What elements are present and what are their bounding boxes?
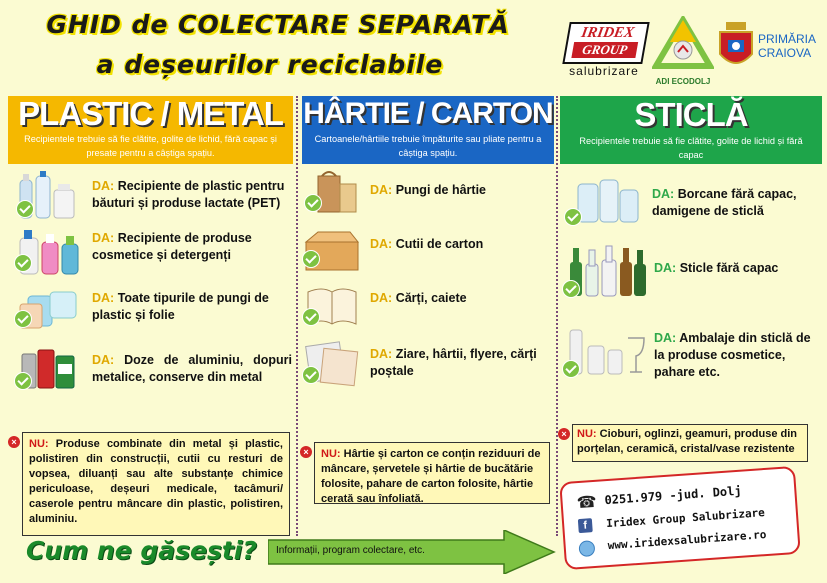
paper-item-1-da: DA: [370, 237, 393, 251]
contact-web[interactable]: www.iridexsalubrizare.ro [607, 528, 767, 553]
info-arrow-text: Informații, program colectare, etc. [276, 545, 425, 556]
glass-item-1 [654, 260, 824, 277]
plastic-item-0-text: Recipiente de plastic pentru băuturi și produse lactate (PET) [92, 179, 285, 210]
plastic-nu-text: Produse combinate din metal și plastic, polistiren din construcții, cutii cu resturi de vopsea, diluanți sau alte substanțe chimice periculoase, deșeuri medicale, tacâmuri/ caserole pentru mâncare din plastic, polistiren, aluminiu. [29, 438, 283, 525]
plastic-item-0 [92, 178, 292, 212]
paper-item-3-da: DA: [370, 347, 393, 361]
plastic-item-0-da: DA: [92, 179, 115, 193]
plastic-item-3 [92, 352, 292, 386]
glass-item-1-text: Sticle fără capac [679, 261, 779, 275]
paper-item-0 [370, 182, 550, 199]
plastic-item-1-text: Recipiente de produse cosmetice și detergenți [92, 231, 252, 262]
paper-nu-text: Hârtie și carton ce conțin reziduuri de mâncare, șervetele și hârtie de bucătărie folosite, pahare de carton folosite, hârtie cerată sau înfoliată. [321, 448, 541, 505]
paper-header [302, 96, 554, 164]
glass-nu-text: Cioburi, oglinzi, geamuri, produse din porțelan, ceramică, cristal/vase rezistente [577, 428, 798, 455]
plastic-item-2-da: DA: [92, 291, 115, 305]
paper-bag-icon [304, 170, 364, 216]
primaria-line1: PRIMĂRIA [758, 32, 817, 46]
paper-item-2-text: Cărți, caiete [395, 291, 467, 305]
column-separator [296, 96, 298, 536]
paper-item-3 [370, 346, 550, 380]
paper-nu-label: NU: [321, 448, 341, 460]
glass-item-1-da: DA: [654, 261, 677, 275]
paper-subtitle: Cartoanele/hârtiile trebuie împăturite sau pliate pentru a câștiga spațiu. [314, 134, 542, 158]
glass-item-0-da: DA: [652, 187, 675, 201]
plastic-bags-icon [14, 286, 82, 332]
info-arrow [268, 530, 556, 574]
paper-item-1 [370, 236, 550, 253]
glass-item-2 [654, 330, 824, 381]
plastic-item-3-text: Doze de aluminiu, dopuri metalice, conserve din metal [92, 353, 292, 384]
primaria-line2: CRAIOVA [758, 46, 812, 60]
cardboard-box-icon [300, 228, 364, 272]
globe-icon [578, 540, 595, 557]
adi-ecodolj-label: ADI ECODOLJ [655, 77, 711, 86]
x-icon: × [558, 428, 570, 440]
coat-of-arms-icon [718, 22, 754, 72]
plastic-item-2-text: Toate tipurile de pungi de plastic și folie [92, 291, 269, 322]
plastic-item-3-da: DA: [92, 353, 115, 367]
cans-icon [14, 346, 82, 392]
footer-cta: Cum ne găsești? [26, 536, 257, 565]
paper-item-3-text: Ziare, hârtii, flyere, cărți poștale [370, 347, 537, 378]
detergent-bottles-icon [14, 226, 82, 276]
iridex-logo-line2: GROUP [571, 42, 638, 58]
plastic-item-1-da: DA: [92, 231, 115, 245]
paper-item-2 [370, 290, 550, 307]
glass-item-0 [652, 186, 822, 220]
plastic-metal-title: PLASTIC / METAL [18, 95, 283, 132]
contact-box [559, 466, 801, 570]
glass-bottles-icon [562, 244, 650, 298]
glass-subtitle: Recipientele trebuie să fie clătite, golite de lichid și fără capac [579, 136, 803, 160]
x-icon: × [8, 436, 20, 448]
iridex-logo-line1: IRIDEX [580, 25, 636, 41]
paper-nu-box [314, 442, 550, 504]
glass-nu-box [572, 424, 808, 462]
contact-facebook[interactable]: Iridex Group Salubrizare [605, 506, 766, 531]
pet-bottles-icon [14, 170, 82, 220]
glass-title: STICLĂ [634, 96, 748, 133]
iridex-logo [560, 20, 648, 82]
phone-icon: ☎ [576, 493, 598, 513]
glass-item-2-text: Ambalaje din sticlă de la produse cosmetice, pahare etc. [654, 331, 811, 379]
paper-item-1-text: Cutii de carton [395, 237, 484, 251]
paper-title: HÂRTIE / CARTON [303, 97, 553, 130]
glass-header [560, 96, 822, 164]
adi-ecodolj-logo [652, 16, 714, 86]
paper-item-0-text: Pungi de hârtie [395, 183, 486, 197]
paper-item-2-da: DA: [370, 291, 393, 305]
book-icon [300, 282, 364, 330]
plastic-metal-header [8, 96, 293, 164]
facebook-icon[interactable]: f [578, 518, 593, 533]
column-separator [556, 96, 558, 536]
page-title-line2: a deșeurilor reciclabile [96, 50, 444, 79]
glass-item-2-da: DA: [654, 331, 677, 345]
iridex-logo-sub: salubrizare [569, 64, 639, 78]
glass-item-0-text: Borcane fără capac, damigene de sticlă [652, 187, 797, 218]
jars-icon [564, 176, 644, 228]
glass-nu-label: NU: [577, 428, 597, 440]
plastic-nu-box [22, 432, 290, 536]
plastic-nu-label: NU: [29, 438, 49, 450]
plastic-metal-subtitle: Recipientele trebuie să fie clătite, golite de lichid, fără capac și presate pentru a câștiga spațiu. [24, 134, 277, 158]
primaria-logo [718, 18, 822, 80]
page-title-line1: GHID de COLECTARE SEPARATĂ [46, 10, 510, 39]
newspapers-icon [300, 338, 364, 388]
x-icon: × [300, 446, 312, 458]
paper-item-0-da: DA: [370, 183, 393, 197]
recycle-triangle-icon [652, 16, 714, 72]
plastic-item-1 [92, 230, 292, 264]
plastic-item-2 [92, 290, 292, 324]
contact-phone: 0251.979 -jud. Dolj [604, 483, 743, 508]
cosmetic-glass-icon [562, 328, 650, 378]
